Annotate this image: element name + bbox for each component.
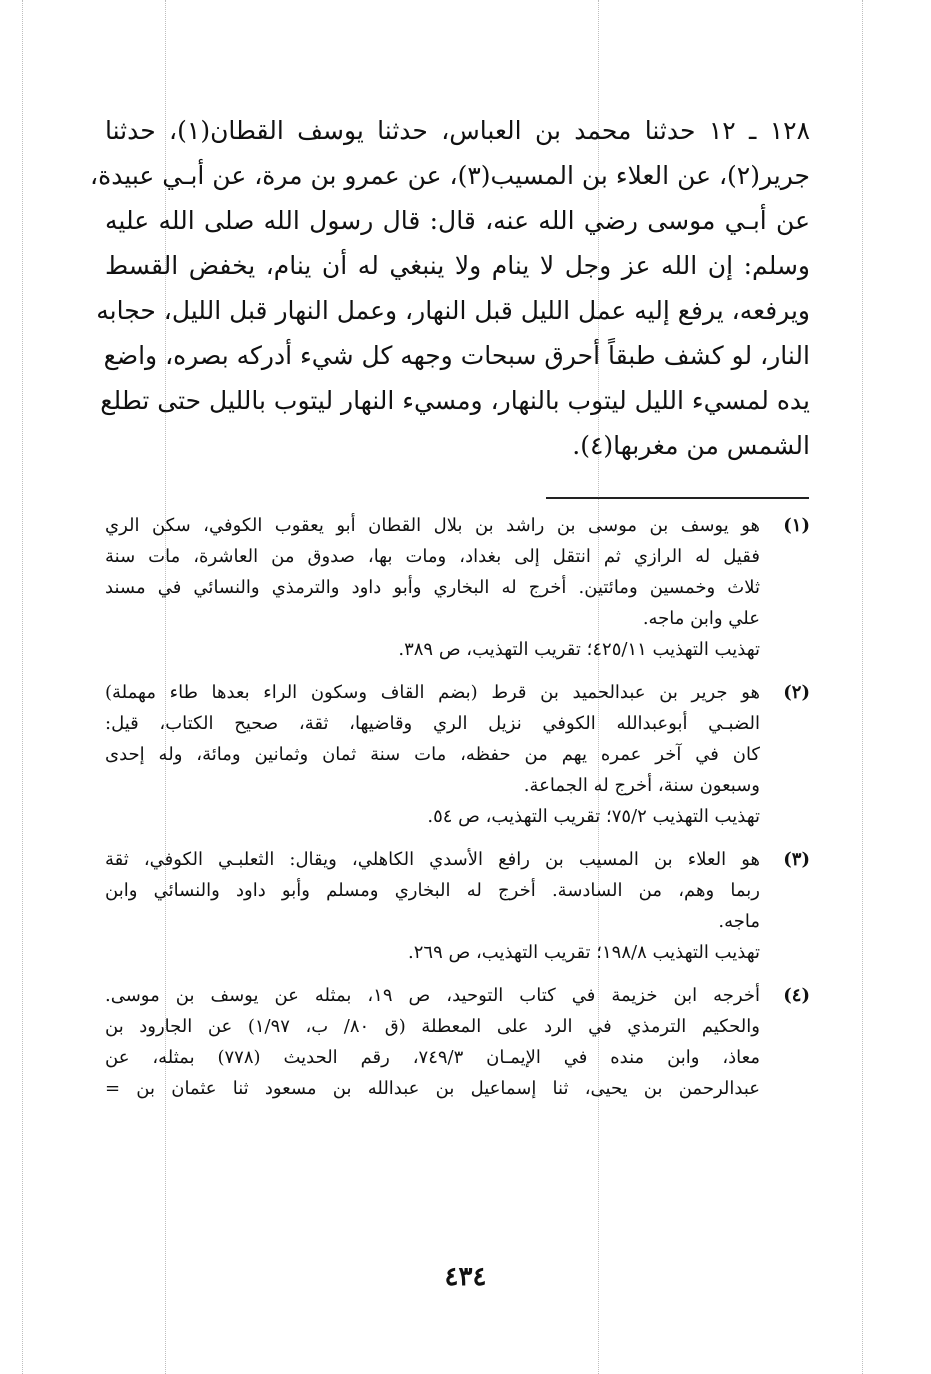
footnote-line: هو جرير بن عبدالحميد بن قرط (بضم القاف وسكون الراء بعدها طاء مهملة) <box>105 682 760 703</box>
page-number: ٤٣٤ <box>444 1262 487 1292</box>
main-text-line: ويرفعه، يرفع إليه عمل الليل قبل النهار، وعمل النهار قبل الليل، حجابه <box>96 296 810 325</box>
footnote-line: ربما وهم، من السادسة. أخرج له البخاري ومسلم وأبو داود والنسائي وابن <box>105 880 760 901</box>
footnote-line: هو يوسف بن موسى بن راشد بن بلال القطان أبو يعقوب الكوفي، سكن الري <box>105 515 760 536</box>
footnote-line: فقيل له الرازي ثم انتقل إلى بغداد، ومات بها، صدوق من العاشرة، مات سنة <box>105 546 760 567</box>
scan-grain-line <box>22 0 23 1374</box>
main-text-line: النار، لو كشف طبقاً أحرق سبحات وجهه كل شيء أدركه بصره، واضع <box>103 341 810 370</box>
footnote-number: (٤) <box>783 985 810 1006</box>
footnote-line: كان في آخر عمره يهم من حفظه، مات سنة ثمان وثمانين ومائة، وله إحدى <box>105 744 760 765</box>
footnote-line: هو العلاء بن المسيب بن رافع الأسدي الكاهلي، ويقال: الثعلبـي الكوفي، ثقة <box>105 849 760 870</box>
footnote-line: عبدالرحمن بن يحيى، ثنا إسماعيل بن عبدالله بن مسعود ثنا عثمان بن = <box>105 1078 760 1099</box>
footnote-line: علي وابن ماجه. <box>642 608 760 629</box>
footnote-1 <box>105 510 810 665</box>
footnote-reference: تهذيب التهذيب ١٩٨/٨؛ تقريب التهذيب، ص ٢٦٩. <box>408 942 760 963</box>
main-text-line: عن أبـي موسى رضي الله عنه، قال: قال رسول الله صلى الله عليه <box>105 206 810 235</box>
footnote-line: ماجه. <box>718 911 760 932</box>
footnote-line: معاذ، وابن منده في الإيمـان ٧٤٩/٣، رقم الحديث (٧٧٨) بمثله، عن <box>105 1047 760 1068</box>
main-text-line: وسلم: إن الله عز وجل لا ينام ولا ينبغي له أن ينام، يخفض القسط <box>105 251 810 280</box>
footnote-reference: تهذيب التهذيب ٧٥/٢؛ تقريب التهذيب، ص ٥٤. <box>427 806 760 827</box>
footnote-separator <box>546 497 809 499</box>
scan-grain-line <box>862 0 863 1374</box>
main-text-line: جرير(٢)، عن العلاء بن المسيب(٣)، عن عمرو بن مرة، عن أبـي عبيدة، <box>90 161 810 190</box>
footnote-line: والحكيم الترمذي في الرد على المعطلة (ق ٨٠/ ب، ١/٩٧) عن الجارود بن <box>105 1016 760 1037</box>
main-text <box>90 108 811 468</box>
footnote-line: وسبعون سنة، أخرج له الجماعة. <box>523 775 760 796</box>
footnote-number: (٣) <box>783 849 810 870</box>
footnote-number: (٢) <box>783 682 810 703</box>
footnote-line: ثلاث وخمسين ومائتين. أخرج له البخاري وأبو داود والترمذي والنسائي في مسند <box>105 577 760 598</box>
footnote-4 <box>105 980 810 1104</box>
footnote-2 <box>105 677 810 832</box>
footnote-line: أخرجه ابن خزيمة في كتاب التوحيد، ص ١٩، بمثله عن يوسف بن موسى. <box>105 985 760 1006</box>
main-text-line: يده لمسيء الليل ليتوب بالنهار، ومسيء النهار ليتوب بالليل حتى تطلع <box>100 386 810 415</box>
footnote-number: (١) <box>783 515 810 536</box>
footnote-3 <box>105 844 810 968</box>
footnotes <box>105 510 810 1116</box>
footnote-line: الضبـي أبوعبدالله الكوفي نزيل الري وقاضيها، ثقة، صحيح الكتاب، قيل: <box>105 713 760 734</box>
main-text-line: الشمس من مغربها(٤). <box>572 431 810 460</box>
main-text-line: ١٢٨ ـ ١٢ حدثنا محمد بن العباس، حدثنا يوسف القطان(١)، حدثنا <box>105 116 811 145</box>
footnote-reference: تهذيب التهذيب ٤٢٥/١١؛ تقريب التهذيب، ص ٣٨٩. <box>398 639 760 660</box>
